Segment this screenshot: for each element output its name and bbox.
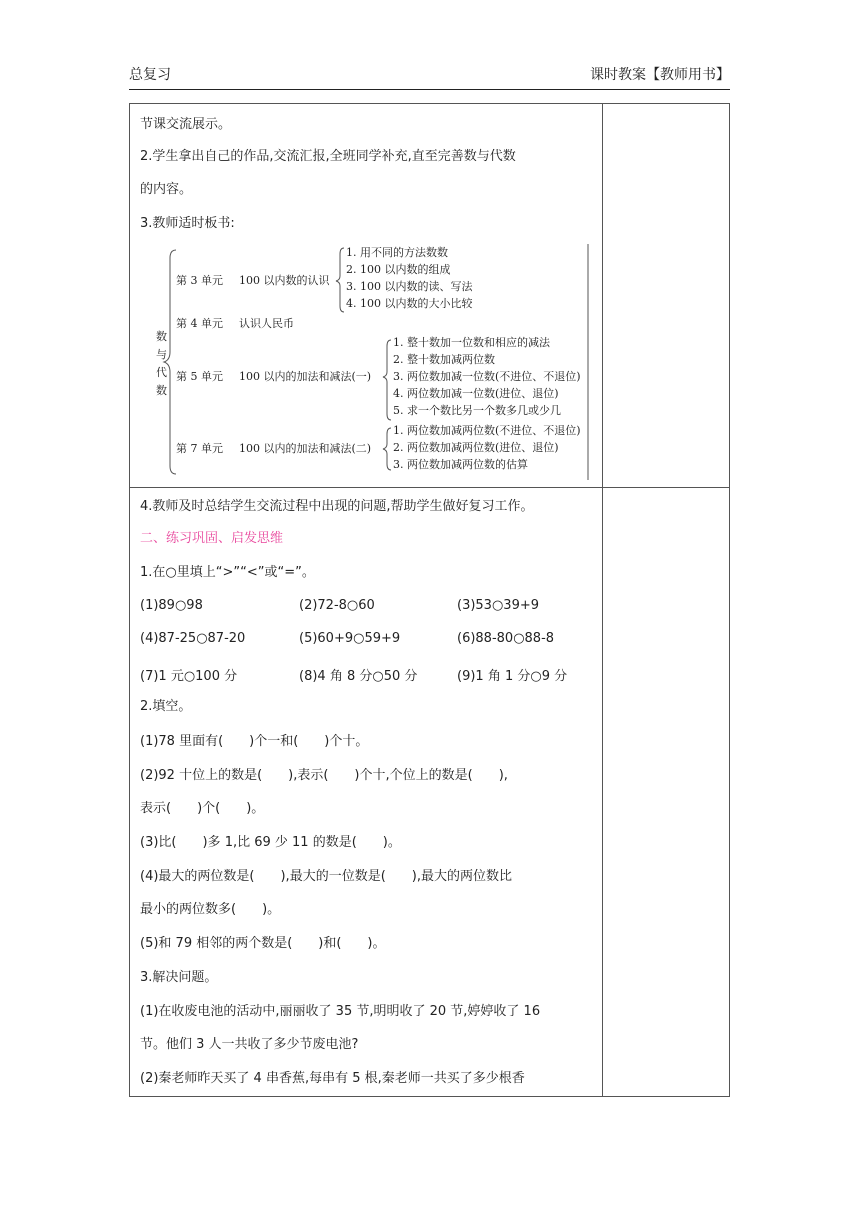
q2-line: 表示( )个( )。 [140, 801, 265, 816]
root-char: 数 [156, 330, 167, 343]
q1-item: (3)53○39+9 [457, 598, 540, 613]
text-line: 2.学生拿出自己的作品,交流汇报,全班同学补充,直至完善数与代数 [140, 149, 516, 164]
q1-item: (4)87-25○87-20 [140, 631, 246, 646]
q2-line: (4)最大的两位数是( ),最大的一位数是( ),最大的两位数比 [140, 869, 512, 884]
unit-label: 第 3 单元 [176, 274, 223, 287]
q1-item: (5)60+9○59+9 [299, 631, 401, 646]
unit-topic: 100 以内数的认识 [239, 274, 330, 287]
q3-line: (1)在收废电池的活动中,丽丽收了 35 节,明明收了 20 节,婷婷收了 16 [140, 1004, 541, 1019]
root-char: 与 [156, 348, 167, 361]
header-rule [129, 89, 730, 90]
q1-item: (8)4 角 8 分○50 分 [299, 669, 418, 684]
text-line: 节课交流展示。 [140, 117, 232, 132]
q2-line: (1)78 里面有( )个一和( )个十。 [140, 734, 369, 749]
column-divider [602, 488, 603, 1096]
root-char: 数 [156, 384, 167, 397]
table-row-2 [129, 487, 730, 1097]
question-title: 1.在○里填上“>”“<”或“=”。 [140, 565, 315, 580]
q2-line: (3)比( )多 1,比 69 少 11 的数是( )。 [140, 835, 401, 850]
unit-topic: 100 以内的加法和减法(一) [239, 370, 372, 383]
unit-label: 第 4 单元 [176, 317, 223, 330]
page-header [129, 64, 730, 88]
q1-item: (1)89○98 [140, 598, 203, 613]
unit-item: 3. 两位数加减两位数的估算 [393, 458, 528, 471]
unit-item: 3. 两位数加减一位数(不进位、不退位) [393, 370, 581, 383]
question-title: 3.解决问题。 [140, 970, 218, 985]
unit-item: 2. 100 以内数的组成 [346, 263, 451, 276]
q1-item: (6)88-80○88-8 [457, 631, 555, 646]
unit-topic: 100 以内的加法和减法(二) [239, 442, 372, 455]
q2-line: (5)和 79 相邻的两个数是( )和( )。 [140, 936, 386, 951]
q1-item: (7)1 元○100 分 [140, 669, 238, 684]
board-diagram [150, 244, 590, 480]
unit-label: 第 7 单元 [176, 442, 223, 455]
q1-item: (9)1 角 1 分○9 分 [457, 669, 568, 684]
text-line: 3.教师适时板书: [140, 216, 235, 231]
text-line: 的内容。 [140, 182, 193, 197]
header-left: 总复习 [129, 67, 171, 83]
unit-item: 1. 用不同的方法数数 [346, 246, 448, 259]
q2-line: 最小的两位数多( )。 [140, 902, 281, 917]
table-row-1 [129, 103, 730, 488]
unit-item: 5. 求一个数比另一个数多几或少几 [393, 404, 561, 417]
q3-line: 节。他们 3 人一共收了多少节废电池? [140, 1037, 359, 1052]
q2-line: (2)92 十位上的数是( ),表示( )个十,个位上的数是( ), [140, 768, 508, 783]
question-title: 2.填空。 [140, 699, 192, 714]
unit-item: 1. 两位数加减两位数(不进位、不退位) [393, 424, 581, 437]
q1-item: (2)72-8○60 [299, 598, 375, 613]
header-right: 课时教案【教师用书】 [590, 67, 730, 83]
column-divider [602, 104, 603, 487]
unit-item: 4. 两位数加减一位数(进位、退位) [393, 387, 559, 400]
unit-item: 3. 100 以内数的读、写法 [346, 280, 473, 293]
unit-label: 第 5 单元 [176, 370, 223, 383]
unit-item: 2. 整十数加减两位数 [393, 353, 495, 366]
unit-item: 1. 整十数加一位数和相应的减法 [393, 336, 550, 349]
text-line: 4.教师及时总结学生交流过程中出现的问题,帮助学生做好复习工作。 [140, 499, 534, 514]
unit-topic: 认识人民币 [239, 317, 294, 330]
section-title: 二、练习巩固、启发思维 [140, 531, 284, 546]
root-char: 代 [156, 366, 167, 379]
unit-item: 4. 100 以内数的大小比较 [346, 297, 473, 310]
q3-line: (2)秦老师昨天买了 4 串香蕉,每串有 5 根,秦老师一共买了多少根香 [140, 1071, 525, 1086]
unit-item: 2. 两位数加减两位数(进位、退位) [393, 441, 559, 454]
